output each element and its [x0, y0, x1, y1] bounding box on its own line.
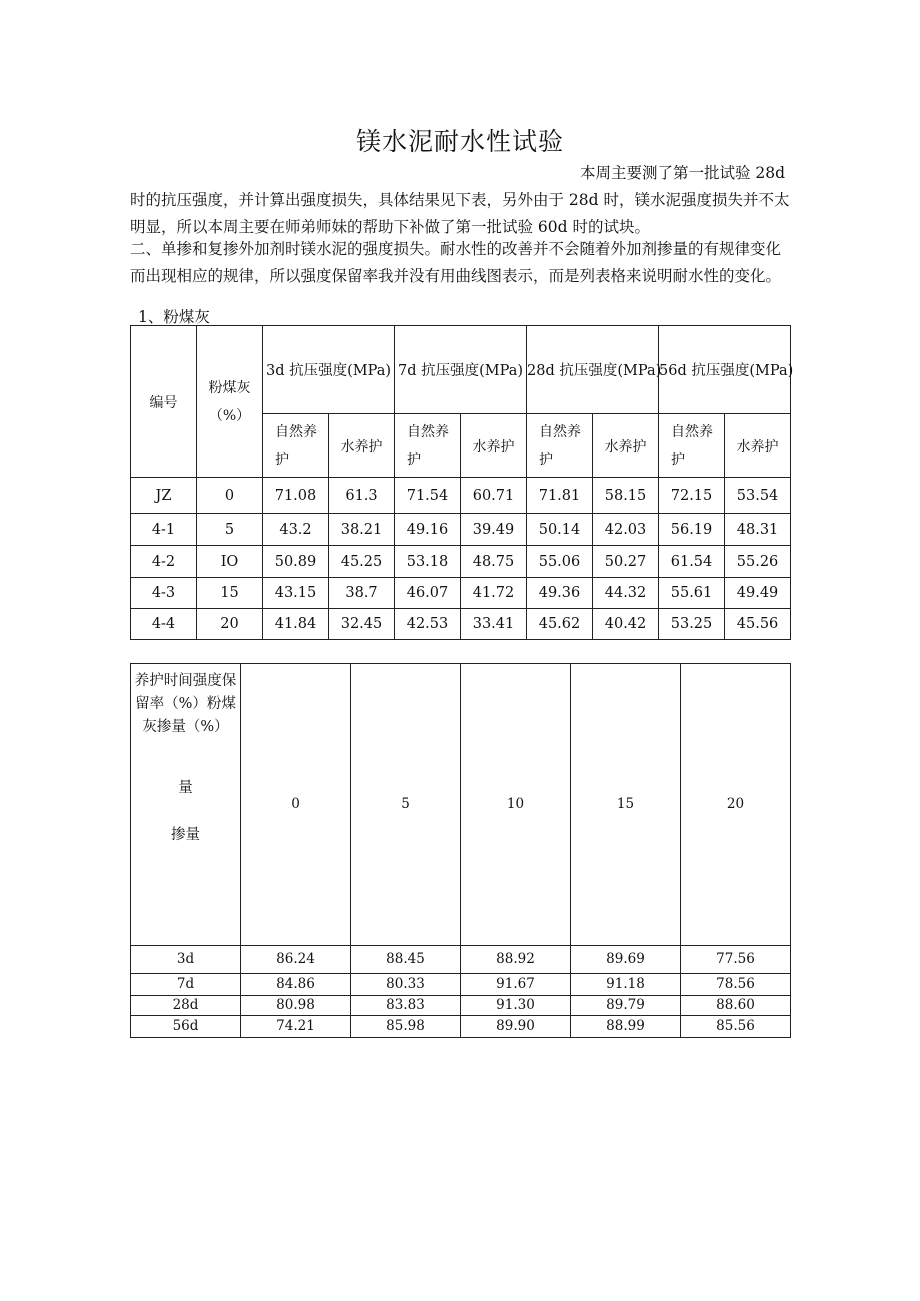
column-header: 0 — [241, 664, 351, 946]
cell-value: 55.61 — [659, 578, 725, 609]
row-fly-ash: IO — [197, 546, 263, 578]
cell-value: 61.54 — [659, 546, 725, 578]
table-row — [131, 1016, 791, 1038]
cell-value: 53.18 — [395, 546, 461, 578]
row-label: 3d — [131, 946, 241, 974]
retention-table — [130, 663, 791, 1038]
header-28d: 28d 抗压强度(MPa) — [527, 326, 659, 414]
cell-value: 44.32 — [593, 578, 659, 609]
row-label: 7d — [131, 974, 241, 996]
cell-value: 38.7 — [329, 578, 395, 609]
cell-value: 85.56 — [681, 1016, 791, 1038]
cell-value: 89.69 — [571, 946, 681, 974]
cell-value: 77.56 — [681, 946, 791, 974]
cell-value: 88.92 — [461, 946, 571, 974]
cell-value: 40.42 — [593, 609, 659, 640]
paragraph-intro — [130, 160, 790, 241]
table-row — [131, 478, 791, 514]
corner-header-main: 养护时间强度保留率（%）粉煤灰掺量（%） — [134, 673, 237, 735]
cell-value: 32.45 — [329, 609, 395, 640]
cell-value: 56.19 — [659, 514, 725, 546]
cell-value: 42.53 — [395, 609, 461, 640]
cell-value: 42.03 — [593, 514, 659, 546]
corner-header-dosage: 掺量 — [171, 827, 200, 843]
cell-value: 45.25 — [329, 546, 395, 578]
subheader-natural: 自然养护 — [527, 414, 593, 478]
header-56d: 56d 抗压强度(MPa) — [659, 326, 791, 414]
paragraph-section-two: 二、单掺和复掺外加剂时镁水泥的强度损失。耐水性的改善并不会随着外加剂掺量的有规律变化而出现相应的规律，所以强度保留率我并没有用曲线图表示，而是列表格来说明耐水性的变化。 — [130, 240, 782, 285]
cell-value: 55.06 — [527, 546, 593, 578]
cell-value: 71.08 — [263, 478, 329, 514]
cell-value: 78.56 — [681, 974, 791, 996]
cell-value: 85.98 — [351, 1016, 461, 1038]
subheader-water: 水养护 — [461, 414, 527, 478]
row-label: 28d — [131, 996, 241, 1016]
row-id: 4-4 — [131, 609, 197, 640]
cell-value: 53.25 — [659, 609, 725, 640]
cell-value: 72.15 — [659, 478, 725, 514]
cell-value: 55.26 — [725, 546, 791, 578]
cell-value: 84.86 — [241, 974, 351, 996]
table-row — [131, 609, 791, 640]
cell-value: 53.54 — [725, 478, 791, 514]
row-id: JZ — [131, 478, 197, 514]
table-row — [131, 996, 791, 1016]
cell-value: 58.15 — [593, 478, 659, 514]
column-header: 20 — [681, 664, 791, 946]
column-header: 10 — [461, 664, 571, 946]
cell-value: 46.07 — [395, 578, 461, 609]
cell-value: 43.15 — [263, 578, 329, 609]
table-row — [131, 946, 791, 974]
cell-value: 50.14 — [527, 514, 593, 546]
cell-value: 60.71 — [461, 478, 527, 514]
page-title: 镁水泥耐水性试验 — [355, 127, 564, 156]
table-row — [131, 578, 791, 609]
cell-value: 41.84 — [263, 609, 329, 640]
row-fly-ash: 15 — [197, 578, 263, 609]
row-id: 4-2 — [131, 546, 197, 578]
cell-value: 49.16 — [395, 514, 461, 546]
subheader-water: 水养护 — [593, 414, 659, 478]
row-fly-ash: 20 — [197, 609, 263, 640]
paragraph-intro-first-line: 本周主要测了第一批试验 28d — [580, 164, 786, 182]
cell-value: 33.41 — [461, 609, 527, 640]
subheader-natural: 自然养护 — [395, 414, 461, 478]
cell-value: 41.72 — [461, 578, 527, 609]
cell-value: 50.89 — [263, 546, 329, 578]
row-id: 4-3 — [131, 578, 197, 609]
cell-value: 45.62 — [527, 609, 593, 640]
table-row — [131, 974, 791, 996]
table-row — [131, 546, 791, 578]
strength-table — [130, 325, 794, 640]
cell-value: 86.24 — [241, 946, 351, 974]
cell-value: 71.54 — [395, 478, 461, 514]
column-header: 15 — [571, 664, 681, 946]
row-fly-ash: 0 — [197, 478, 263, 514]
cell-value: 38.21 — [329, 514, 395, 546]
cell-value: 49.36 — [527, 578, 593, 609]
corner-header-amount: 量 — [178, 780, 193, 796]
subheader-water: 水养护 — [725, 414, 791, 478]
subheader-water: 水养护 — [329, 414, 395, 478]
cell-value: 45.56 — [725, 609, 791, 640]
cell-value: 88.45 — [351, 946, 461, 974]
cell-value: 61.3 — [329, 478, 395, 514]
cell-value: 88.60 — [681, 996, 791, 1016]
cell-value: 50.27 — [593, 546, 659, 578]
subheader-natural: 自然养护 — [659, 414, 725, 478]
row-id: 4-1 — [131, 514, 197, 546]
cell-value: 48.75 — [461, 546, 527, 578]
cell-value: 88.99 — [571, 1016, 681, 1038]
section-heading-fly-ash: 1、粉煤灰 — [138, 308, 210, 326]
paragraph-intro-rest: 时的抗压强度，并计算出强度损失，具体结果见下表，另外由于 28d 时，镁水泥强度损失并不太明显，所以本周主要在师弟师妹的帮助下补做了第一批试验 60d 时的试块。 — [130, 191, 790, 236]
cell-value: 74.21 — [241, 1016, 351, 1038]
cell-value: 71.81 — [527, 478, 593, 514]
subheader-natural: 自然养护 — [263, 414, 329, 478]
cell-value: 89.79 — [571, 996, 681, 1016]
cell-value: 91.30 — [461, 996, 571, 1016]
row-label: 56d — [131, 1016, 241, 1038]
cell-value: 89.90 — [461, 1016, 571, 1038]
cell-value: 91.67 — [461, 974, 571, 996]
cell-value: 80.33 — [351, 974, 461, 996]
cell-value: 91.18 — [571, 974, 681, 996]
cell-value: 49.49 — [725, 578, 791, 609]
cell-value: 80.98 — [241, 996, 351, 1016]
header-3d: 3d 抗压强度(MPa) — [263, 326, 395, 414]
header-7d: 7d 抗压强度(MPa) — [395, 326, 527, 414]
cell-value: 48.31 — [725, 514, 791, 546]
cell-value: 43.2 — [263, 514, 329, 546]
corner-header — [131, 664, 241, 946]
row-fly-ash: 5 — [197, 514, 263, 546]
table-row — [131, 514, 791, 546]
header-id: 编号 — [131, 326, 197, 478]
cell-value: 39.49 — [461, 514, 527, 546]
header-fly-ash: 粉煤灰（%） — [197, 326, 263, 478]
column-header: 5 — [351, 664, 461, 946]
cell-value: 83.83 — [351, 996, 461, 1016]
